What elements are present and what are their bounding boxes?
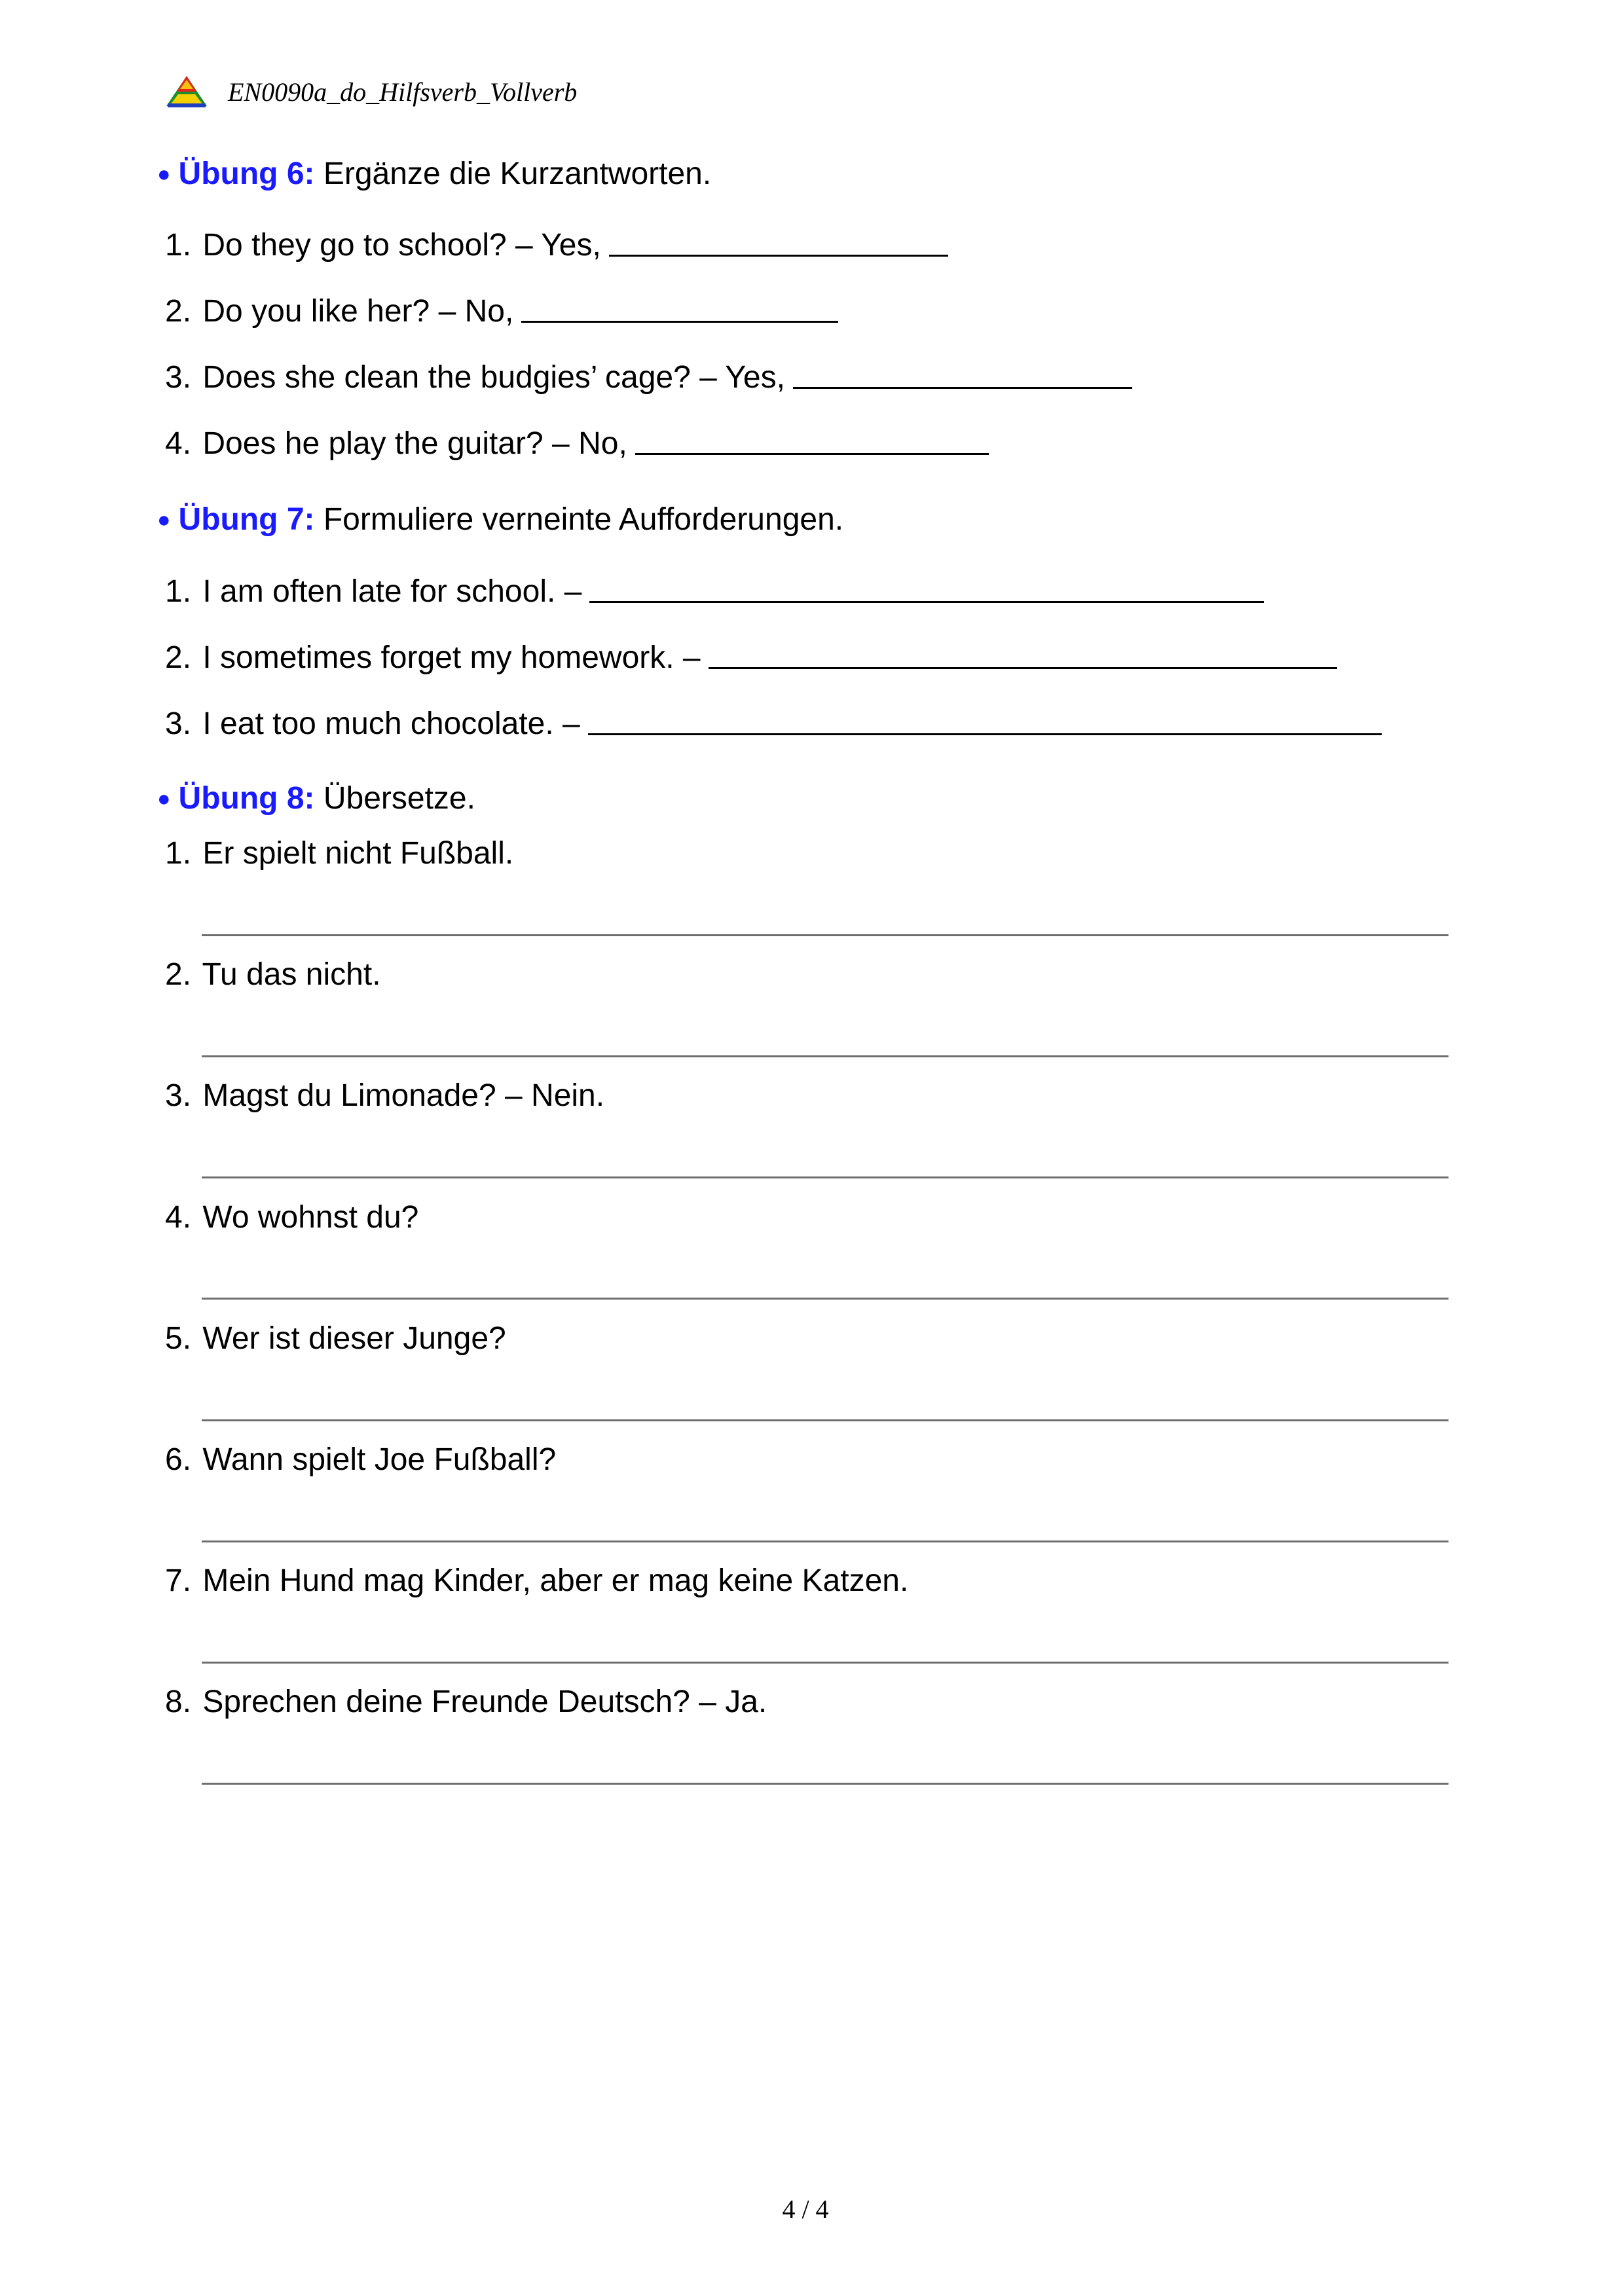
question-text: Do they go to school? – Yes, bbox=[202, 228, 601, 263]
sentence-text: Er spielt nicht Fußball. bbox=[202, 836, 514, 871]
exercise-6-item-2: 2. Do you like her? – No, bbox=[165, 289, 838, 331]
answer-blank[interactable] bbox=[521, 289, 838, 323]
exercise-8-instruction: Übersetze. bbox=[323, 781, 475, 816]
exercise-6-heading bbox=[157, 155, 711, 196]
exercise-8-item-1: 1. Er spielt nicht Fußball. bbox=[165, 836, 514, 871]
exercise-6-item-1: 1. Do they go to school? – Yes, bbox=[165, 223, 948, 265]
answer-blank[interactable] bbox=[588, 702, 1382, 735]
exercise-7-heading bbox=[157, 500, 843, 542]
bullet-icon: ● bbox=[157, 786, 171, 811]
answer-blank[interactable] bbox=[635, 422, 989, 455]
exercise-8-item-2: 2. Tu das nicht. bbox=[165, 957, 381, 992]
exercise-7-item-1: 1. I am often late for school. – bbox=[165, 570, 1264, 611]
question-text: Does he play the guitar? – No, bbox=[202, 426, 627, 461]
page-number: 4 / 4 bbox=[782, 2195, 829, 2224]
exercise-6-label: Übung 6: bbox=[178, 156, 315, 191]
exercise-8-item-3: 3. Magst du Limonade? – Nein. bbox=[165, 1078, 605, 1113]
answer-line[interactable] bbox=[202, 1783, 1449, 1785]
exercise-8-item-6: 6. Wann spielt Joe Fußball? bbox=[165, 1442, 557, 1477]
answer-blank[interactable] bbox=[709, 636, 1337, 669]
sentence-text: I eat too much chocolate. – bbox=[202, 706, 580, 741]
answer-line[interactable] bbox=[202, 1419, 1449, 1421]
exercise-8-item-7: 7. Mein Hund mag Kinder, aber er mag keine Katzen. bbox=[165, 1563, 909, 1598]
sentence-text: Sprechen deine Freunde Deutsch? – Ja. bbox=[202, 1685, 767, 1719]
answer-blank[interactable] bbox=[793, 355, 1132, 389]
exercise-7-item-2: 2. I sometimes forget my homework. – bbox=[165, 636, 1337, 678]
question-text: Do you like her? – No, bbox=[202, 294, 514, 329]
sentence-text: Wann spielt Joe Fußball? bbox=[202, 1442, 557, 1477]
bullet-icon: ● bbox=[157, 507, 171, 532]
sentence-text: Mein Hund mag Kinder, aber er mag keine Katzen. bbox=[202, 1563, 909, 1598]
answer-line[interactable] bbox=[202, 1055, 1449, 1057]
sentence-text: I am often late for school. – bbox=[202, 574, 582, 609]
exercise-7-label: Übung 7: bbox=[178, 502, 315, 537]
answer-line[interactable] bbox=[202, 1540, 1449, 1542]
sentence-text: Wer ist dieser Junge? bbox=[202, 1321, 506, 1356]
sentence-text: Wo wohnst du? bbox=[202, 1200, 419, 1235]
exercise-6-item-3: 3. Does she clean the budgies’ cage? – Yes, bbox=[165, 355, 1132, 397]
bullet-icon: ● bbox=[157, 162, 171, 187]
answer-line[interactable] bbox=[202, 1298, 1449, 1300]
exercise-8-item-4: 4. Wo wohnst du? bbox=[165, 1200, 419, 1235]
sentence-text: Tu das nicht. bbox=[202, 957, 381, 992]
answer-line[interactable] bbox=[202, 1662, 1449, 1664]
exercise-8-item-8: 8. Sprechen deine Freunde Deutsch? – Ja. bbox=[165, 1685, 767, 1719]
exercise-8-item-5: 5. Wer ist dieser Junge? bbox=[165, 1321, 506, 1356]
exercise-8-label: Übung 8: bbox=[178, 781, 315, 816]
sentence-text: I sometimes forget my homework. – bbox=[202, 640, 701, 675]
page-header bbox=[165, 72, 1082, 118]
exercise-7-item-3: 3. I eat too much chocolate. – bbox=[165, 702, 1382, 744]
exercise-7-instruction: Formuliere verneinte Aufforderungen. bbox=[323, 502, 844, 537]
exercise-6-instruction: Ergänze die Kurzantworten. bbox=[323, 156, 712, 191]
answer-line[interactable] bbox=[202, 934, 1449, 936]
question-text: Does she clean the budgies’ cage? – Yes, bbox=[202, 360, 785, 395]
document-title: EN0090a_do_Hilfsverb_Vollverb bbox=[228, 77, 578, 107]
answer-blank[interactable] bbox=[589, 570, 1264, 603]
answer-blank[interactable] bbox=[609, 223, 948, 257]
mountain-logo-icon bbox=[165, 75, 208, 109]
exercise-6-item-4: 4. Does he play the guitar? – No, bbox=[165, 422, 989, 464]
sentence-text: Magst du Limonade? – Nein. bbox=[202, 1078, 605, 1113]
exercise-8-heading bbox=[157, 779, 475, 821]
answer-line[interactable] bbox=[202, 1176, 1449, 1178]
